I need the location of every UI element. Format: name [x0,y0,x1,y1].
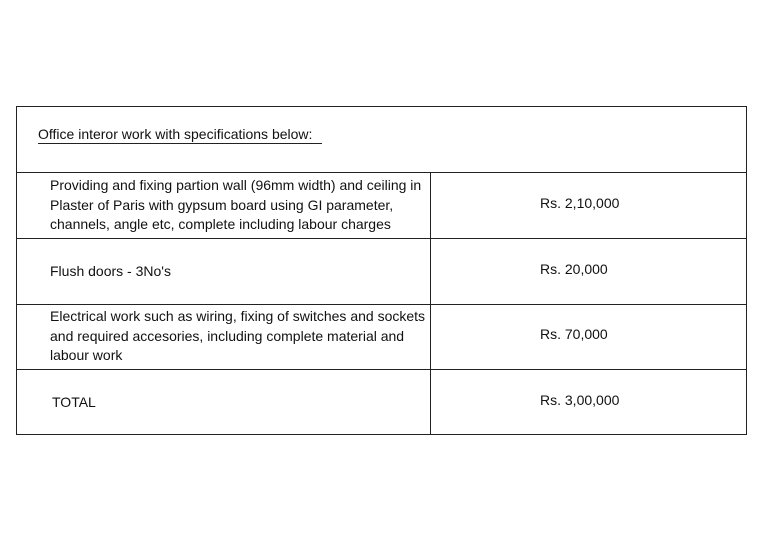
table-heading: Office interor work with specifications below: [38,126,322,144]
item-amount-cell [431,173,746,238]
total-amount-cell [431,370,746,435]
item-description: Flush doors - 3No's [50,262,171,279]
item-description: Providing and fixing partion wall (96mm width) and ceiling in Plaster of Paris with gypsum board using GI parameter, channels, angle etc, complete including labour charges [50,177,422,233]
item-description: Electrical work such as wiring, fixing of switches and sockets and required accesories, including complete material and labour work [50,308,426,364]
item-amount: Rs. 20,000 [540,261,608,277]
item-amount-cell [431,239,746,304]
table-header-row [17,107,746,173]
item-amount: Rs. 2,10,000 [540,195,620,211]
table-row [17,173,746,239]
item-amount: Rs. 70,000 [540,326,608,342]
total-row [17,370,746,435]
item-description-cell [17,173,431,238]
table-row [17,304,746,370]
quotation-table [16,106,747,435]
item-description-cell [17,304,431,369]
total-label-cell [17,370,431,435]
total-amount: Rs. 3,00,000 [540,392,620,408]
item-amount-cell [431,304,746,369]
item-description-cell [17,239,431,304]
total-label: TOTAL [52,393,96,410]
table-row [17,239,746,305]
